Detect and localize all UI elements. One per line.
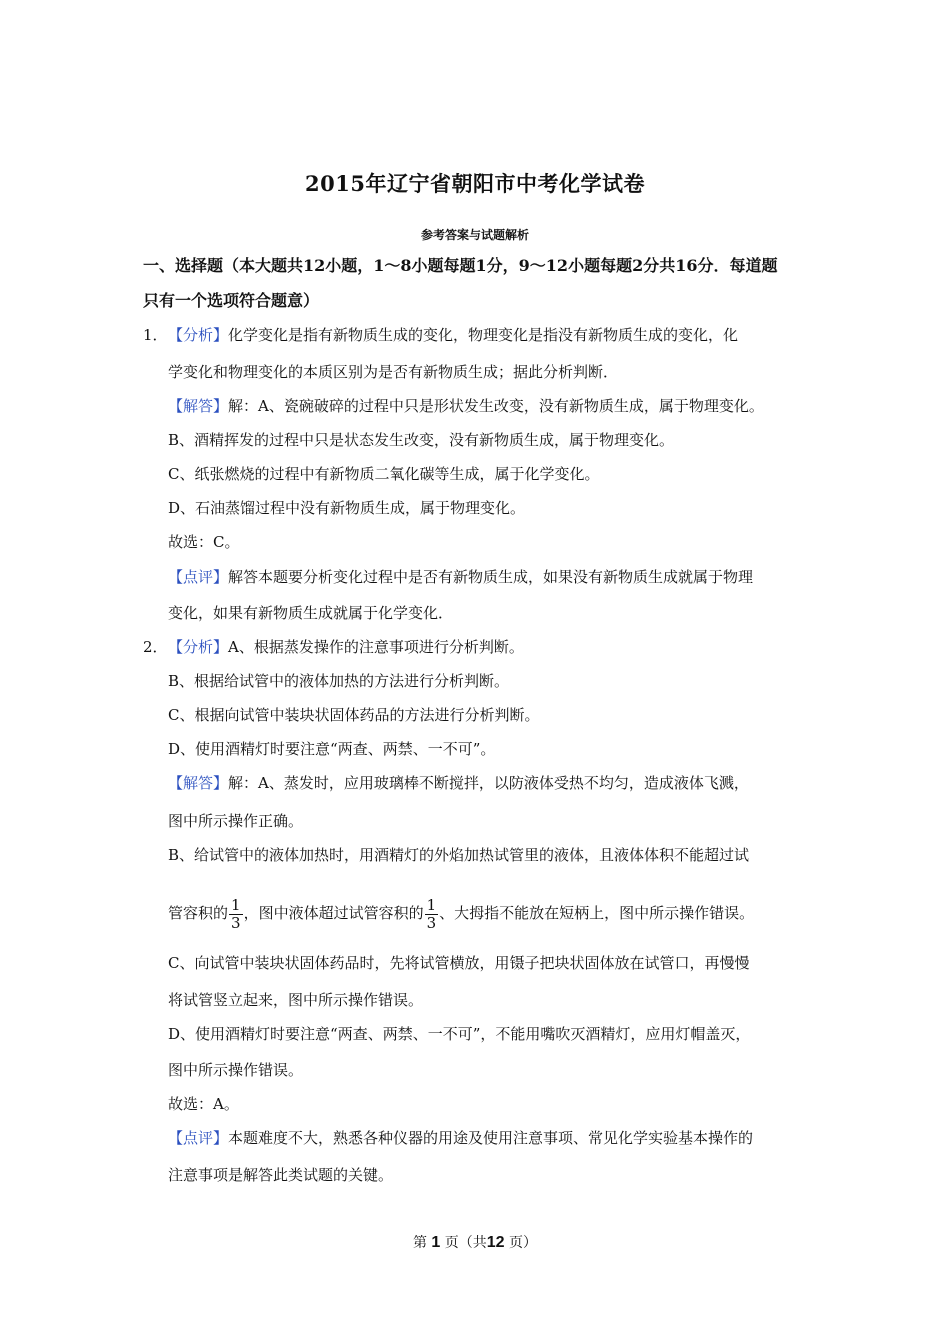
comment-tag: 【点评】 (168, 1129, 229, 1147)
section-heading-line2: 只有一个选项符合题意） (143, 291, 320, 310)
footer-page-number: 1 (431, 1234, 441, 1251)
question-number-2: 2． (143, 638, 168, 656)
q2-analysis-line2: B、根据给试管中的液体加热的方法进行分析判断。 (168, 672, 510, 690)
q2-comment-line1 (168, 1128, 753, 1148)
q2-answer-line6: 将试管竖立起来，图中所示操作错误。 (168, 991, 424, 1009)
footer-middle: 页（共 (444, 1235, 487, 1251)
q2-answer-line5: C、向试管中装块状固体药品时，先将试管横放，用镊子把块状固体放在试管口，再慢慢 (168, 954, 750, 972)
footer-suffix: 页） (509, 1235, 538, 1251)
q2-answer-line8: 图中所示操作错误。 (168, 1061, 304, 1079)
q2-answer-text-part1: 管容积的 (168, 904, 229, 922)
q2-answer-line4 (168, 893, 754, 933)
fraction-denominator: 3 (426, 913, 437, 932)
q2-analysis-text: A、根据蒸发操作的注意事项进行分析判断。 (228, 638, 524, 656)
q1-answer-line2: B、酒精挥发的过程中只是状态发生改变，没有新物质生成，属于物理变化。 (168, 431, 675, 449)
q2-answer-text-part3: 、大拇指不能放在短柄上，图中所示操作错误。 (439, 904, 755, 922)
q1-analysis-line1 (168, 325, 738, 345)
analysis-tag: 【分析】 (168, 638, 229, 656)
answer-tag: 【解答】 (168, 397, 229, 415)
q1-comment-line1 (168, 567, 753, 587)
section-heading-line1: 一、选择题（本大题共12小题，1～8小题每题1分，9～12小题每题2分共16分．每道题 (143, 256, 778, 275)
fraction-one-third (229, 897, 243, 932)
q2-answer-line3: B、给试管中的液体加热时，用酒精灯的外焰加热试管里的液体，且液体体积不能超过试 (168, 846, 750, 864)
fraction-numerator: 1 (231, 895, 241, 914)
q2-answer-text-part2: ，图中液体超过试管容积的 (243, 904, 424, 922)
q2-choice: 故选：A。 (168, 1095, 239, 1113)
q2-answer-line1 (168, 773, 749, 793)
page-subtitle: 参考答案与试题解析 (420, 228, 529, 242)
fraction-one-third (425, 897, 439, 932)
fraction-numerator: 1 (426, 895, 437, 914)
q1-comment-line2: 变化，如果有新物质生成就属于化学变化． (168, 604, 454, 622)
answer-tag: 【解答】 (168, 774, 229, 792)
q1-analysis-line2: 学变化和物理变化的本质区别为是否有新物质生成；据此分析判断． (168, 363, 619, 381)
q1-answer-line4: D、石油蒸馏过程中没有新物质生成，属于物理变化。 (168, 499, 526, 517)
q2-analysis-line4: D、使用酒精灯时要注意“两查、两禁、一不可”。 (168, 740, 496, 758)
q2-comment-text: 本题难度不大，熟悉各种仪器的用途及使用注意事项、常见化学实验基本操作的 (228, 1129, 754, 1147)
q2-answer-text: 解：A、蒸发时，应用玻璃棒不断搅拌，以防液体受热不均匀，造成液体飞溅， (228, 774, 749, 792)
q1-answer-text: 解：A、瓷碗破碎的过程中只是形状发生改变，没有新物质生成，属于物理变化。 (228, 397, 764, 415)
page-title: 2015年辽宁省朝阳市中考化学试卷 (305, 171, 645, 196)
comment-tag: 【点评】 (168, 568, 229, 586)
q1-comment-text: 解答本题要分析变化过程中是否有新物质生成，如果没有新物质生成就属于物理 (228, 568, 754, 586)
q1-answer-line3: C、纸张燃烧的过程中有新物质二氧化碳等生成，属于化学变化。 (168, 465, 600, 483)
q2-answer-line7: D、使用酒精灯时要注意“两查、两禁、一不可”，不能用嘴吹灭酒精灯，应用灯帽盖灭， (168, 1025, 751, 1043)
q2-analysis-line3: C、根据向试管中装块状固体药品的方法进行分析判断。 (168, 706, 540, 724)
q2-analysis-line1 (168, 637, 524, 657)
q2-answer-line2: 图中所示操作正确。 (168, 812, 304, 830)
page-footer (0, 1232, 950, 1252)
q1-choice: 故选：C。 (168, 533, 240, 551)
fraction-denominator: 3 (231, 913, 241, 932)
question-number-1: 1． (143, 326, 168, 344)
footer-total-pages: 12 (486, 1234, 505, 1251)
q2-comment-line2: 注意事项是解答此类试题的关键。 (168, 1166, 394, 1184)
analysis-tag: 【分析】 (168, 326, 229, 344)
q1-answer-line1 (168, 396, 764, 416)
q1-analysis-text: 化学变化是指有新物质生成的变化，物理变化是指没有新物质生成的变化，化 (228, 326, 739, 344)
footer-prefix: 第 (412, 1235, 427, 1251)
